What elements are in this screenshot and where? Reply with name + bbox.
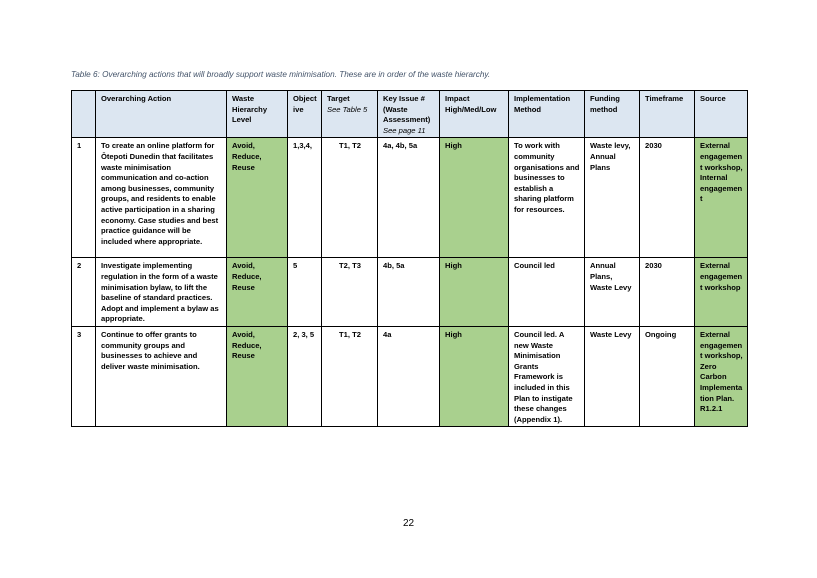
row-method: To work with community organisations and businesses to establish a sharing platform for resources. (509, 138, 585, 258)
header-objective: Object ive (288, 91, 322, 138)
header-source: Source (695, 91, 748, 138)
row-source: External engagemen t workshop (695, 258, 748, 327)
table-row (72, 326, 748, 426)
row-impact: High (440, 326, 509, 426)
header-funding: Funding method (585, 91, 640, 138)
row-method: Council led (509, 258, 585, 327)
row-action: To create an online platform for Ōtepoti Dunedin that facilitates waste minimisation communication and co-action among businesses, community groups, and residents to enable active participation in a sharing economy. Case studies and best practice guidance will be included where appropriate. (96, 138, 227, 258)
header-key-issue (378, 91, 440, 138)
header-key-issue-note: See page 11 (383, 125, 426, 135)
row-number: 1 (72, 138, 96, 258)
header-target-label: Target (327, 94, 350, 103)
header-waste-hierarchy: Waste Hierarchy Level (227, 91, 288, 138)
row-timeframe: Ongoing (640, 326, 695, 426)
row-key-issue: 4b, 5a (378, 258, 440, 327)
table-row (72, 138, 748, 258)
row-waste-hierarchy: Avoid, Reduce, Reuse (227, 138, 288, 258)
header-key-issue-label: Key Issue # (Waste Assessment) (383, 94, 431, 125)
row-funding: Annual Plans, Waste Levy (585, 258, 640, 327)
header-target (322, 91, 378, 138)
row-impact: High (440, 138, 509, 258)
row-number: 2 (72, 258, 96, 327)
row-key-issue: 4a, 4b, 5a (378, 138, 440, 258)
row-waste-hierarchy: Avoid, Reduce, Reuse (227, 258, 288, 327)
row-key-issue: 4a (378, 326, 440, 426)
row-objective: 5 (288, 258, 322, 327)
row-target: T1, T2 (322, 138, 378, 258)
table-row (72, 258, 748, 327)
header-target-note: See Table 5 (327, 104, 368, 114)
table-header-row (72, 91, 748, 138)
row-target: T1, T2 (322, 326, 378, 426)
row-timeframe: 2030 (640, 138, 695, 258)
row-action: Investigate implementing regulation in the form of a waste minimisation bylaw, to lift the baseline of standard practices. Adopt and implement a bylaw as appropriate. (96, 258, 227, 327)
header-method: Implementation Method (509, 91, 585, 138)
row-waste-hierarchy: Avoid, Reduce, Reuse (227, 326, 288, 426)
row-objective: 2, 3, 5 (288, 326, 322, 426)
header-number (72, 91, 96, 138)
row-funding: Waste levy, Annual Plans (585, 138, 640, 258)
row-source: External engagemen t workshop, Internal engagemen t (695, 138, 748, 258)
row-funding: Waste Levy (585, 326, 640, 426)
overarching-actions-table (71, 90, 748, 427)
table-caption: Table 6: Overarching actions that will broadly support waste minimisation. These are in order of the waste hierarchy. (71, 70, 491, 79)
header-timeframe: Timeframe (640, 91, 695, 138)
row-target: T2, T3 (322, 258, 378, 327)
row-action: Continue to offer grants to community groups and businesses to achieve and deliver waste minimisation. (96, 326, 227, 426)
row-impact: High (440, 258, 509, 327)
header-action: Overarching Action (96, 91, 227, 138)
row-source: External engagemen t workshop, Zero Carbon Implementa tion Plan. R1.2.1 (695, 326, 748, 426)
row-timeframe: 2030 (640, 258, 695, 327)
row-method: Council led. A new Waste Minimisation Grants Framework is included in this Plan to instigate these changes (Appendix 1). (509, 326, 585, 426)
page-number: 22 (402, 518, 415, 529)
header-impact: Impact High/Med/Low (440, 91, 509, 138)
row-number: 3 (72, 326, 96, 426)
row-objective: 1,3,4, (288, 138, 322, 258)
